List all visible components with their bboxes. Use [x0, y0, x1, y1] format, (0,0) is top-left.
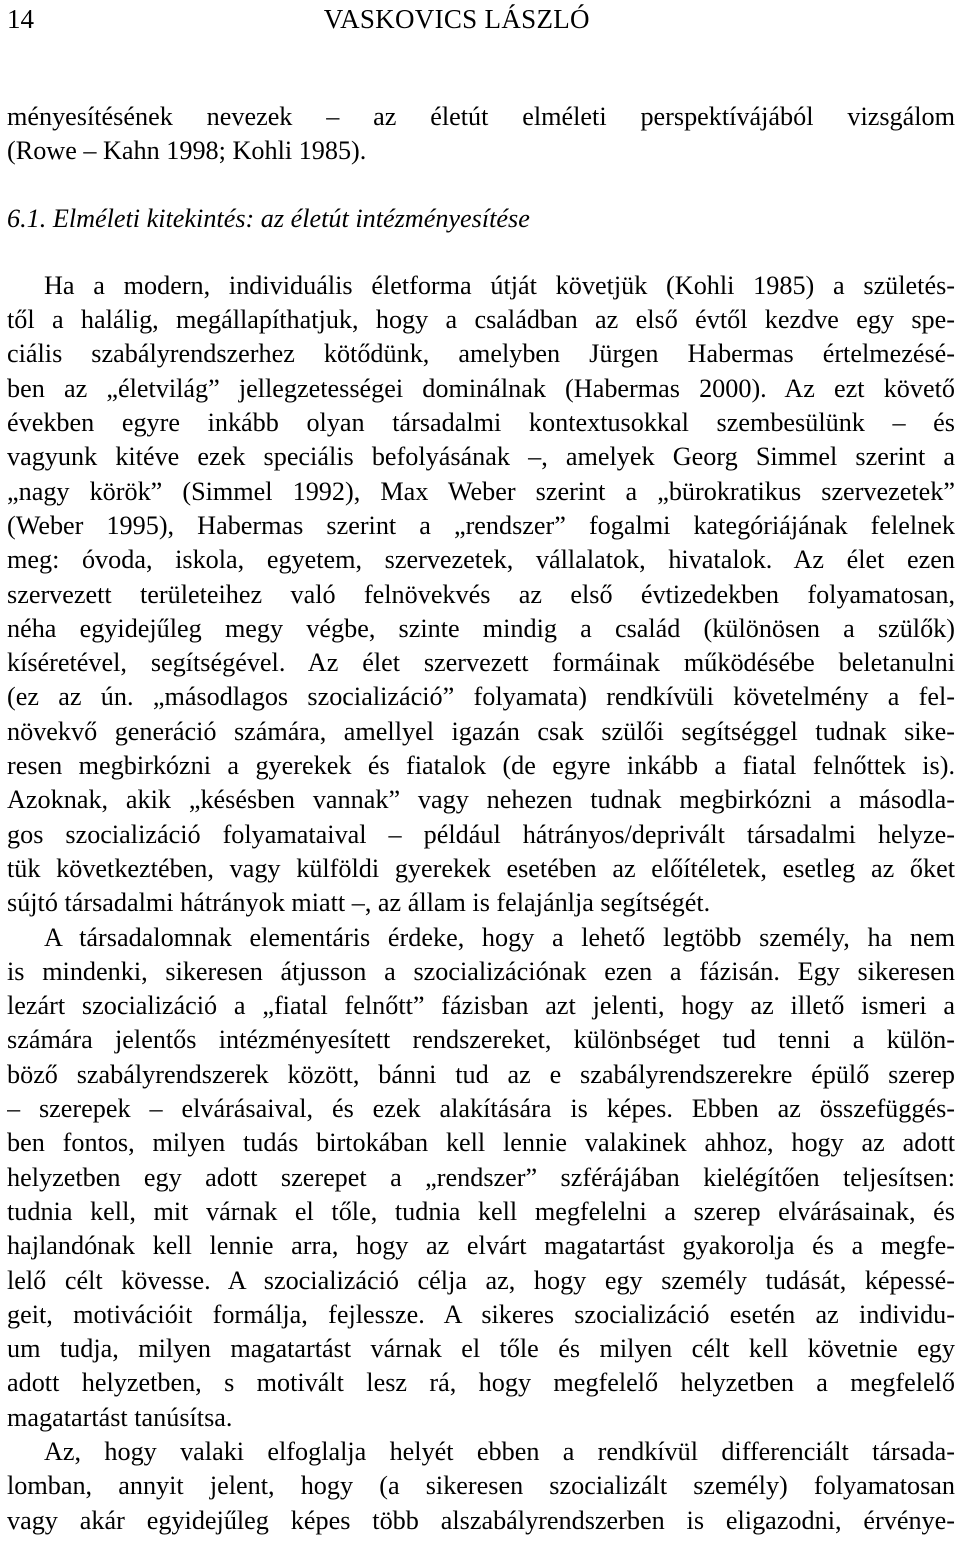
text-line: resen megbirkózni a gyerekek és fiatalok (de egyre inkább a fiatal felnőttek is). — [7, 751, 955, 781]
text-line: hajlandónak kell lennie arra, hogy az elvárt magatartást gyakorolja és a megfe- — [7, 1231, 955, 1261]
text-line: magatartást tanúsítsa. — [7, 1402, 233, 1432]
text-line: vagyunk kitéve ezek speciális befolyásának –, amelyek Georg Simmel szerint a — [7, 442, 955, 472]
text-line: (Weber 1995), Habermas szerint a „rendszer” fogalmi kategóriájának felelnek — [7, 510, 955, 540]
text-line: – szerepek – elvárásaival, és ezek alakítására is képes. Ebben az összefüggés- — [7, 1094, 955, 1124]
text-line: számára jelentős intézményesített rendszereket, különbséget tud tenni a külön- — [7, 1025, 955, 1055]
text-line: Ha a modern, individuális életforma útját követjük (Kohli 1985) a születés- — [44, 270, 955, 300]
text-line: A társadalomnak elementáris érdeke, hogy a lehető legtöbb személy, ha nem — [44, 922, 955, 952]
text-line: geit, motivációit formálja, fejlessze. A sikeres szocializáció esetén az individu- — [7, 1299, 955, 1329]
paragraph — [7, 921, 955, 1435]
intro-paragraph — [7, 100, 955, 169]
text-line: től a halálig, megállapíthatjuk, hogy a családban az első évtől kezdve egy spe- — [7, 305, 955, 335]
text-line: (ez az ún. „másodlagos szocializáció” folyamata) rendkívüli követelmény a fel- — [7, 682, 955, 712]
section-heading: 6.1. Elméleti kitekintés: az életút intézményesítése — [7, 203, 530, 233]
page-body — [7, 100, 955, 1538]
text-line: tük következtében, vagy külföldi gyerekek esetében az előítéletek, esetleg az őket — [7, 853, 955, 883]
text-line: ben az „életvilág” jellegzetességei dominálnak (Habermas 2000). Az ezt követő — [7, 373, 955, 403]
text-line: helyzetben egy adott szerepet a „rendszer” szférájában kielégítően teljesítsen: — [7, 1162, 955, 1192]
body-paragraphs — [7, 269, 955, 1538]
text-line: kíséretével, segítségével. Az élet szervezett formáinak működésébe beletanulni — [7, 648, 955, 678]
paragraph — [7, 269, 955, 921]
running-header-author: VASKOVICS LÁSZLÓ — [323, 4, 590, 34]
text-line: tudnia kell, mit várnak el tőle, tudnia kell megfelelni a szerep elvárásainak, és — [7, 1196, 955, 1226]
text-line: néha egyidejűleg megy végbe, szinte mindig a család (különösen a szülők) — [7, 613, 955, 643]
text-line: ciális szabályrendszerhez kötődünk, amelyben Jürgen Habermas értelmezésé- — [7, 339, 955, 369]
text-line: Azoknak, akik „késésben vannak” vagy nehezen tudnak megbirkózni a másodla- — [7, 785, 955, 815]
text-line: meg: óvoda, iskola, egyetem, szervezetek, vállalatok, hivatalok. Az élet ezen — [7, 545, 955, 575]
text-line: lomban, annyit jelent, hogy (a sikeresen szocializált személy) folyamatosan — [7, 1471, 955, 1501]
text-line: években egyre inkább olyan társadalmi kontextusokkal szembesülünk – és — [7, 408, 955, 438]
text-line: is mindenki, sikeresen átjusson a szocializációnak ezen a fázisán. Egy sikeresen — [7, 956, 955, 986]
text-line: lelő célt kövesse. A szocializáció célja az, hogy egy személy tudását, képessé- — [7, 1265, 955, 1295]
text-line: szervezett területeihez való felnövekvés az első évtizedekben folyamatosan, — [7, 579, 955, 609]
paragraph — [7, 1435, 955, 1538]
text-line: lezárt szocializáció a „fiatal felnőtt” fázisban azt jelenti, hogy az illető ismeri a — [7, 991, 955, 1021]
text-line: böző szabályrendszerek között, bánni tud az e szabályrendszerekre épülő szerep — [7, 1059, 955, 1089]
text-line: ben fontos, milyen tudás birtokában kell lennie valakinek ahhoz, hogy az adott — [7, 1128, 955, 1158]
page-header — [7, 2, 590, 36]
text-line: sújtó társadalmi hátrányok miatt –, az állam is felajánlja segítségét. — [7, 888, 711, 918]
text-line: adott helyzetben, s motivált lesz rá, hogy megfelelő helyzetben a megfelelő — [7, 1368, 955, 1398]
text-line: vagy akár egyidejűleg képes több alszabályrendszerben is eligazodni, érvénye- — [7, 1505, 955, 1535]
text-line: um tudja, milyen magatartást várnak el tőle és milyen célt kell követnie egy — [7, 1334, 955, 1364]
text-line: „nagy körök” (Simmel 1992), Max Weber szerint a „bürokratikus szervezetek” — [7, 476, 955, 506]
text-line: ményesítésének nevezek – az életút elméleti perspektívájából vizsgálom — [7, 102, 955, 131]
page-number: 14 — [7, 4, 34, 34]
text-line: (Rowe – Kahn 1998; Kohli 1985). — [7, 136, 367, 166]
text-line: növekvő generáció számára, amellyel igazán csak szülői segítséggel tudnak sike- — [7, 716, 955, 746]
text-line: gos szocializáció folyamataival – például hátrányos/deprivált társadalmi helyze- — [7, 819, 955, 849]
text-line: Az, hogy valaki elfoglalja helyét ebben a rendkívül differenciált társada- — [44, 1436, 955, 1466]
